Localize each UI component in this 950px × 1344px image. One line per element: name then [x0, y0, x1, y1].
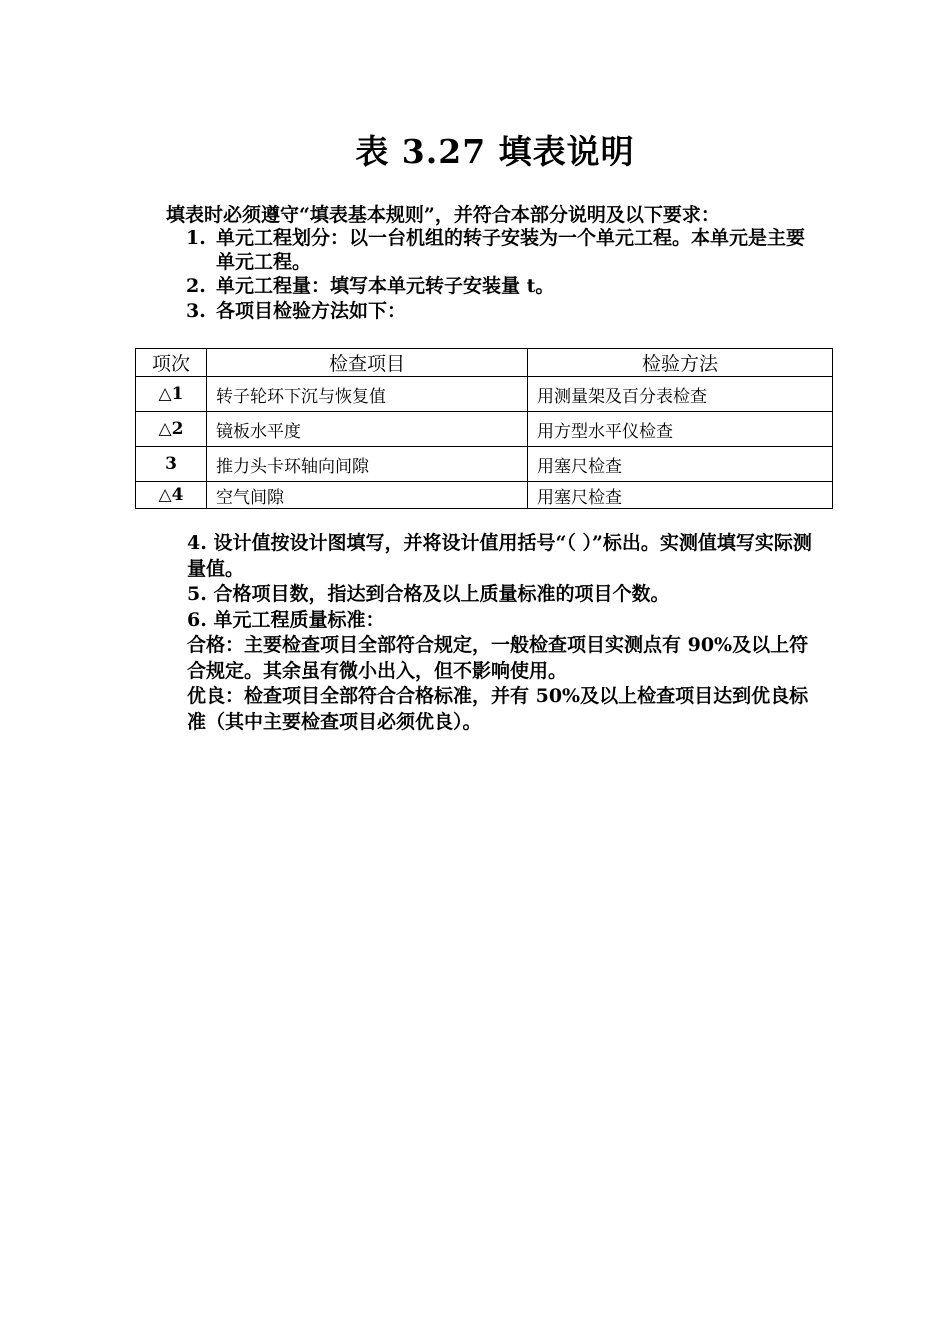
inspection-method-table: [135, 348, 833, 509]
requirement-text: 单元工程划分：以一台机组的转子安装为一个单元工程。本单元是主要单元工程。: [216, 227, 806, 273]
table-header-row: [136, 349, 833, 377]
row-method: 用塞尺检查: [528, 482, 833, 509]
table-row: [136, 482, 833, 509]
requirement-text: 各项目检验方法如下：: [216, 300, 407, 322]
table-row: [136, 447, 833, 482]
requirement-number: 2.: [186, 275, 206, 297]
row-item: 镜板水平度: [207, 412, 528, 447]
row-index: △4: [136, 482, 207, 509]
notes-section: [187, 531, 817, 735]
page-title: 表 3.27 填表说明: [355, 132, 635, 171]
table-row: [136, 412, 833, 447]
note-paragraph: 合格：主要检查项目全部符合规定，一般检查项目实测点有 90%及以上符合规定。其余虽有微小出入，但不影响使用。: [187, 634, 809, 682]
header-item: 检查项目: [207, 349, 528, 377]
row-index: △1: [136, 377, 207, 412]
table-row: [136, 377, 833, 412]
requirement-number: 3.: [186, 300, 206, 322]
requirement-item: [186, 274, 555, 298]
row-index: 3: [136, 447, 207, 482]
row-item: 转子轮环下沉与恢复值: [207, 377, 528, 412]
intro-text: 填表时必须遵守“填表基本规则”，并符合本部分说明及以下要求：: [166, 204, 720, 226]
row-method: 用方型水平仪检查: [528, 412, 833, 447]
row-item: 推力头卡环轴向间隙: [207, 447, 528, 482]
requirement-item: [186, 299, 407, 323]
header-method: 检验方法: [528, 349, 833, 377]
row-method: 用测量架及百分表检查: [528, 377, 833, 412]
note-paragraph: 4. 设计值按设计图填写，并将设计值用括号“（ ）”标出。实测值填写实际测量值。: [187, 532, 812, 580]
note-paragraph: 5. 合格项目数，指达到合格及以上质量标准的项目个数。: [187, 583, 670, 605]
requirement-text: 单元工程量：填写本单元转子安装量 t。: [216, 275, 555, 297]
header-index: 项次: [136, 349, 207, 377]
requirement-number: 1.: [186, 227, 206, 249]
requirement-item: [186, 226, 806, 274]
row-method: 用塞尺检查: [528, 447, 833, 482]
row-index: △2: [136, 412, 207, 447]
note-paragraph: 6. 单元工程质量标准：: [187, 608, 385, 631]
note-paragraph: 优良：检查项目全部符合合格标准，并有 50%及以上检查项目达到优良标准（其中主要检查项目必须优良）。: [187, 685, 809, 733]
row-item: 空气间隙: [207, 482, 528, 509]
